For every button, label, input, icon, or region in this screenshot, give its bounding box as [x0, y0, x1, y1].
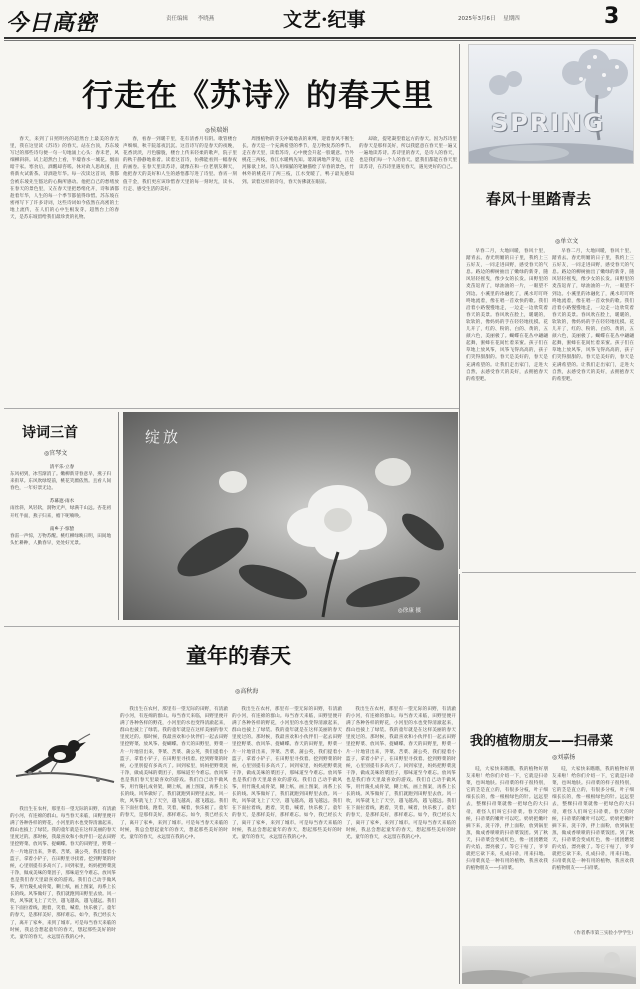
article2-text-b: 早春二月，大地回暖，春风十里，踏青去。春光明媚的日子里，我约上三五好友，一同走进田野，感受春天的气息。路边的柳树抽出了嫩绿的新芽，随风轻轻摇曳，像少女的长发。田野里的麦苗返青了，绿油油的一片，一眼望不到边。小溪里的冰融化了，溪水叮叮咚咚地流着，像在唱一首欢快的歌。我们沿着小路慢慢地走，一边走一边欣赏着春天的美景。春风吹在脸上，暖暖的，软软的，像妈妈的手在轻轻地抚摸。花儿开了，红的、粉的、白的、黄的，五颜六色，美丽极了。蝴蝶在花丛中翩翩起舞，蜜蜂在花间忙着采蜜。孩子们在草地上放风筝，风筝飞得高高的，孩子们笑得甜甜的。春天是美好的，春天是充满希望的。让我们走出家门，走进大自然，去感受春天的美好，去拥抱春天的希望吧。 — [552, 249, 634, 382]
article4-col2 — [552, 766, 634, 926]
article3-col4 — [346, 706, 456, 982]
poems-author: ◎官琴文 — [44, 450, 68, 457]
article2-col2 — [552, 248, 634, 566]
article2-title: 春风十里踏青去 — [486, 190, 592, 208]
article3-author: ◎高秋海 — [235, 688, 259, 695]
article1-col1 — [10, 136, 119, 404]
article2-text-a: 早春二月，大地回暖，春风十里，踏青去。春光明媚的日子里，我约上三五好友，一同走进田野，感受春天的气息。路边的柳树抽出了嫩绿的新芽，随风轻轻摇曳，像少女的长发。田野里的麦苗返青了，绿油油的一片，一眼望不到边。小溪里的冰融化了，溪水叮叮咚咚地流着，像在唱一首欢快的歌。我们沿着小路慢慢地走，一边走一边欣赏着春天的美景。春风吹在脸上，暖暖的，软软的，像妈妈的手在轻轻地抚摸。花儿开了，红的、粉的、白的、黄的，五颜六色，美丽极了。蝴蝶在花丛中翩翩起舞，蜜蜂在花间忙着采蜜。孩子们在草地上放风筝，风筝飞得高高的，孩子们笑得甜甜的。春天是美好的，春天是充满希望的。让我们走出家门，走进大自然，去感受春天的美好，去拥抱春天的希望吧。 — [466, 249, 548, 382]
masthead — [0, 0, 640, 38]
magpie-svg — [10, 706, 118, 804]
article1-col4 — [359, 136, 457, 404]
photo-caption: 绽放 — [145, 428, 182, 446]
article3-text-c: 我出生在农村，那里有一望无际的田野，有清澈的小河，有连绵的群山。每当春天来临，田野里便开满了各种各样的野花，小河里的水也变得清澈起来，群山也披上了绿装。我的童年就是在这样美丽的春天里度过的。那时候，我最喜欢和小伙伴们一起去田野里挖野菜、放风筝、捉蝴蝶。春天的田野里，野菜一片一片地冒出来，荠菜、苦菜、蒲公英，我们提着小篮子，拿着小铲子，在田野里寻找着。挖到野菜的时候，心里别提有多高兴了。回到家里，妈妈把野菜洗干净，做成美味的菜团子，那味道至今难忘。放风筝也是我们春天里最喜欢的游戏。我们自己动手做风筝，用竹篾扎成骨架，糊上纸，画上图案，再系上长长的线。风筝做好了，我们就跑到田野里去放。风一吹，风筝就飞上了天空，越飞越高，越飞越远。我们在下面拉着线，跑着，笑着，喊着，快乐极了。童年的春天，是那样美好，那样难忘。如今，我已经长大了，离开了家乡，来到了城市。可是每当春天来临的时候，我总会想起童年的春天，想起那些美好的时光。童年的春天，永远留在我的心中。 — [232, 707, 342, 840]
flower-photo — [123, 412, 458, 620]
issue-date — [458, 14, 520, 22]
masthead-rule-thin — [4, 40, 636, 41]
article3-col3 — [232, 706, 342, 982]
poem1-text: 东风初到，冰雪渐消了。嫩柳新芽春意早，燕子归来衔草。东风吹绿堤前，桃花笑靥依然。且看人间春色，一年好景无边。 — [10, 472, 112, 492]
article3-text-a: 我出生在农村，那里有一望无际的田野，有清澈的小河，有连绵的群山。每当春天来临，田野里便开满了各种各样的野花，小河里的水也变得清澈起来，群山也披上了绿装。我的童年就是在这样美丽的春天里度过的。那时候，我最喜欢和小伙伴们一起去田野里挖野菜、放风筝、捉蝴蝶。春天的田野里，野菜一片一片地冒出来，荠菜、苦菜、蒲公英，我们提着小篮子，拿着小铲子，在田野里寻找着。挖到野菜的时候，心里别提有多高兴了。回到家里，妈妈把野菜洗干净，做成美味的菜团子，那味道至今难忘。放风筝也是我们春天里最喜欢的游戏。我们自己动手做风筝，用竹篾扎成骨架，糊上纸，画上图案，再系上长长的线。风筝做好了，我们就跑到田野里去放。风一吹，风筝就飞上了天空，越飞越高，越飞越远。我们在下面拉着线，跑着，笑着，喊着，快乐极了。童年的春天，是那样美好，那样难忘。如今，我已经长大了，离开了家乡，来到了城市。可是每当春天来临的时候，我总会想起童年的春天，想起那些美好的时光。童年的春天，永远留在我的心中。 — [10, 807, 116, 940]
article2-col1 — [466, 248, 548, 566]
article1-title: 行走在《苏诗》的春天里 — [82, 78, 434, 114]
poem2-text: 雨丝斜，风轻软，润物无声，绿满千山远。杏花初开红半面，燕子归来，檐下呢喃唤。 — [10, 506, 112, 519]
article1-author: ◎侯瑞娟 — [205, 127, 229, 134]
article3-text-b: 我出生在农村，那里有一望无际的田野，有清澈的小河，有连绵的群山。每当春天来临，田野里便开满了各种各样的野花，小河里的水也变得清澈起来，群山也披上了绿装。我的童年就是在这样美丽的春天里度过的。那时候，我最喜欢和小伙伴们一起去田野里挖野菜、放风筝、捉蝴蝶。春天的田野里，野菜一片一片地冒出来，荠菜、苦菜、蒲公英，我们提着小篮子，拿着小铲子，在田野里寻找着。挖到野菜的时候，心里别提有多高兴了。回到家里，妈妈把野菜洗干净，做成美味的菜团子，那味道至今难忘。放风筝也是我们春天里最喜欢的游戏。我们自己动手做风筝，用竹篾扎成骨架，糊上纸，画上图案，再系上长长的线。风筝做好了，我们就跑到田野里去放。风一吹，风筝就飞上了天空，越飞越高，越飞越远。我们在下面拉着线，跑着，笑着，喊着，快乐极了。童年的春天，是那样美好，那样难忘。如今，我已经长大了，离开了家乡，来到了城市。可是每当春天来临的时候，我总会想起童年的春天，想起那些美好的时光。童年的春天，永远留在我的心中。 — [120, 707, 228, 840]
poem2-title: 苏幕遮·雨水 — [49, 499, 75, 505]
article4-author: ◎刘嘉扬 — [552, 754, 576, 761]
photo-credit: ◎徐康 摄 — [398, 608, 422, 614]
article4-rule — [462, 572, 636, 573]
spring-tree-svg — [469, 45, 634, 164]
poems-body — [10, 464, 114, 624]
lower-divider — [4, 626, 459, 627]
magpie-illustration — [10, 706, 118, 804]
article1-col3 — [242, 136, 354, 404]
article1-col4-text: 却欲，提笔凝望着远方的春天。因为苏诗里的春天是那样美好，所以我愿意在春天里一遍又一遍地读苏诗。苏诗里的春天，是诗人的春天，也是我们每一个人的春天。愿我们都能在春天里读苏诗，在苏诗里遇见春天，遇见更好的自己。 — [359, 137, 457, 171]
article3-col2 — [120, 706, 228, 982]
section-title: 文艺·纪事 — [283, 9, 366, 31]
article1-col2 — [123, 136, 237, 404]
spring-word: SPRING — [491, 109, 606, 137]
weekday-text: 星期四 — [503, 16, 520, 22]
article3-col1 — [10, 806, 116, 982]
paper-name: 今日高密 — [6, 10, 99, 36]
article4-text-a: 哇，大家快来瞧瞧，我的植物好朋友来啦！给你们介绍一下，它就是扫帚菜，也叫地肤。扫帚菜的样子很特别，它的茎是直立的，有很多分枝，叶子细细长长的，像一根根绿色的针。远远望去，整棵扫帚菜就像一把绿色的大扫帚，难怪人们叫它扫帚菜。春天的时候，扫帚菜的嫩叶可以吃。奶奶把嫩叶摘下来，洗干净，拌上面粉，放到锅里蒸，做成香喷喷的扫帚菜饭团。到了秋天，扫帚菜会变成红色，像一团团燃烧的火焰，漂亮极了。等它干枯了，爷爷就把它砍下来，扎成扫帚，用来扫地。扫帚菜真是一种有用的植物，我喜欢我的植物朋友——扫帚菜。 — [466, 767, 548, 872]
section-divider — [4, 408, 459, 409]
poems-title: 诗词三首 — [22, 425, 78, 441]
article3-text-d: 我出生在农村，那里有一望无际的田野，有清澈的小河，有连绵的群山。每当春天来临，田野里便开满了各种各样的野花，小河里的水也变得清澈起来，群山也披上了绿装。我的童年就是在这样美丽的春天里度过的。那时候，我最喜欢和小伙伴们一起去田野里挖野菜、放风筝、捉蝴蝶。春天的田野里，野菜一片一片地冒出来，荠菜、苦菜、蒲公英，我们提着小篮子，拿着小铲子，在田野里寻找着。挖到野菜的时候，心里别提有多高兴了。回到家里，妈妈把野菜洗干净，做成美味的菜团子，那味道至今难忘。放风筝也是我们春天里最喜欢的游戏。我们自己动手做风筝，用竹篾扎成骨架，糊上纸，画上图案，再系上长长的线。风筝做好了，我们就跑到田野里去放。风一吹，风筝就飞上了天空，越飞越高，越飞越远。我们在下面拉着线，跑着，笑着，喊着，快乐极了。童年的春天，是那样美好，那样难忘。如今，我已经长大了，离开了家乡，来到了城市。可是每当春天来临的时候，我总会想起童年的春天，想起那些美好的时光。童年的春天，永远留在我的心中。 — [346, 707, 456, 840]
article1-col2-text: 春，看春一到暖千里，花有清香月有阴。歌管楼台声细细，秋千院落夜沉沉。这首诗写的是春天的夜晚，花香淡淡，月色朦胧，楼台上传来轻柔的歌声，院子里的秋千静静地垂着。读着这首诗，仿佛能看到一幅春夜的画卷。在春天里读苏诗，就像在和一位老朋友聊天，他把春天的美好和人生的感悟都写进了诗里。春宵一刻值千金，我们更应该珍惜春天里的每一刻时光，读书、行走、感受生活的美好。 — [123, 137, 237, 192]
column-divider — [459, 44, 460, 569]
article1-col3-text: 周围植物的芽尖冲破地表的束缚，迎着春风不断生长。春天是一个充满希望的季节，是万物复苏的季节。走在春天里，读着苏诗，心中便会升起一股暖意。竹外桃花三两枝，春江水暖鸭先知。蒌蒿满地芦芽短，正是河豚欲上时。诗人用细腻的笔触描绘了早春的景色，竹林外的桃花开了两三枝，江水变暖了，鸭子最先感知到。读着这样的诗句，春天仿佛就在眼前。 — [242, 137, 354, 185]
masthead-rule — [4, 37, 636, 39]
article4-col1 — [466, 766, 548, 942]
editor-label-text: 责任编辑 — [166, 16, 189, 22]
article2-author: ◎单立文 — [555, 238, 579, 245]
spring-illustration — [468, 44, 634, 164]
footer-decoration-svg — [462, 946, 636, 984]
column-divider-lower — [459, 574, 460, 984]
article4-text-b: 哇，大家快来瞧瞧，我的植物好朋友来啦！给你们介绍一下，它就是扫帚菜，也叫地肤。扫帚菜的样子很特别，它的茎是直立的，有很多分枝，叶子细细长长的，像一根根绿色的针。远远望去，整棵扫帚菜就像一把绿色的大扫帚，难怪人们叫它扫帚菜。春天的时候，扫帚菜的嫩叶可以吃。奶奶把嫩叶摘下来，洗干净，拌上面粉，放到锅里蒸，做成香喷喷的扫帚菜饭团。到了秋天，扫帚菜会变成红色，像一团团燃烧的火焰，漂亮极了。等它干枯了，爷爷就把它砍下来，扎成扫帚，用来扫地。扫帚菜真是一种有用的植物，我喜欢我的植物朋友——扫帚菜。 — [552, 767, 634, 872]
article3-title: 童年的春天 — [186, 644, 291, 668]
article4-school: （作者系市第三实验小学学生） — [571, 931, 636, 936]
poem3-text: 春雷一声惊，万物苏醒。桃红柳绿映日明，田间地头忙耕种，人勤春早，处处好光景。 — [10, 533, 112, 546]
article1-col1-text: 春天，来到了日照明亮的超然台上最美的春光里，我在这里读《苏诗》的春天。站在台顶，苏东坡写过的那些诗句便一句一句地涌上心头：春未老，风细柳斜斜。试上超然台上看，半壕春水一城花。烟雨暗千家。寒食后，酒醒却咨嗟。休对故人思故国，且将新火试新茶。诗酒趁年华。每一次读这首词，我都会被东坡先生豁达的心胸所感动。他把自己的愁绪放在春天的景色里，又在春天里把愁绪化开，诗和酒都趁着年华，人生的每一个季节都值得珍惜。苏东坡在密州写下了许多诗词，这些诗词如今依然在高密的土地上流传，在人们的心中生根发芽。超然台上的春天，是苏东坡留给我们最珍贵的礼物。 — [10, 137, 119, 221]
editor-label — [166, 14, 214, 22]
poem3-title: 南乡子·惊蛰 — [49, 526, 75, 532]
poem1-title: 清平乐·立春 — [49, 465, 75, 470]
footer-decoration — [462, 946, 636, 984]
editor-name: 李晓燕 — [197, 16, 215, 22]
article4-title: 我的植物朋友——扫帚菜 — [470, 734, 614, 749]
date-text: 2025年3月6日 — [458, 16, 496, 22]
page-number: 3 — [604, 4, 620, 29]
poems-divider — [118, 412, 119, 620]
